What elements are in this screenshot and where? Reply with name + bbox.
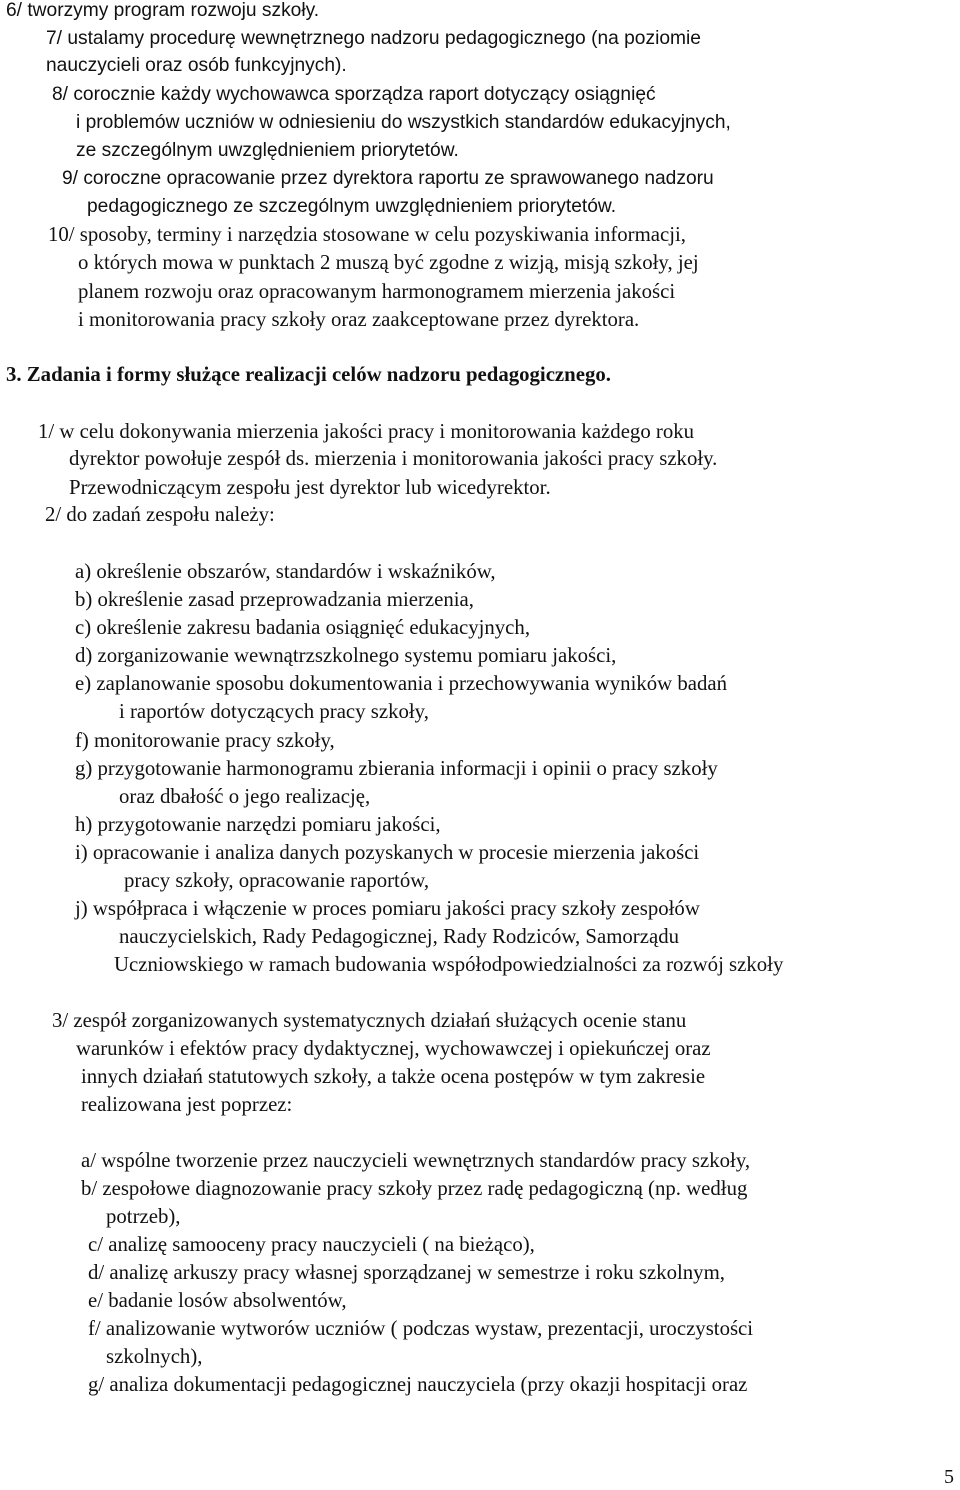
section-heading: 3. Zadania i formy służące realizacji celów nadzoru pedagogicznego. <box>6 363 611 386</box>
method-f-line-1: f/ analizowanie wytworów uczniów ( podczas wystaw, prezentacji, uroczystości <box>88 1317 754 1340</box>
item-8-line-3: ze szczególnym uwzględnieniem priorytetów. <box>76 140 459 161</box>
point-2: 2/ do zadań zespołu należy: <box>45 503 275 526</box>
item-8-line-1: 8/ corocznie każdy wychowawca sporządza raport dotyczący osiągnięć <box>52 84 656 105</box>
item-10-line-2: o których mowa w punktach 2 muszą być zgodne z wizją, misją szkoły, jej <box>78 251 699 274</box>
item-9-line-2: pedagogicznego ze szczególnym uwzględnieniem priorytetów. <box>87 196 617 217</box>
item-10-line-3: planem rozwoju oraz opracowanym harmonogramem mierzenia jakości <box>78 280 676 303</box>
method-d: d/ analizę arkuszy pracy własnej sporządzanej w semestrze i roku szkolnym, <box>88 1261 725 1284</box>
method-g: g/ analiza dokumentacji pedagogicznej nauczyciela (przy okazji hospitacji oraz <box>88 1373 748 1396</box>
task-e-line-1: e) zaplanowanie sposobu dokumentowania i przechowywania wyników badań <box>75 672 728 695</box>
point-3-line-2: warunków i efektów pracy dydaktycznej, wychowawczej i opiekuńczej oraz <box>76 1037 711 1060</box>
point-3-line-1: 3/ zespół zorganizowanych systematycznych działań służących ocenie stanu <box>52 1009 687 1032</box>
item-6: 6/ tworzymy program rozwoju szkoły. <box>6 0 320 21</box>
item-7-line-1: 7/ ustalamy procedurę wewnętrznego nadzoru pedagogicznego (na poziomie <box>46 28 701 49</box>
method-b-line-2: potrzeb), <box>106 1205 181 1228</box>
point-1-line-3: Przewodniczącym zespołu jest dyrektor lub wicedyrektor. <box>69 476 551 499</box>
task-j-line-2: nauczycielskich, Rady Pedagogicznej, Rady Rodziców, Samorządu <box>119 925 679 948</box>
task-j-line-3: Uczniowskiego w ramach budowania współodpowiedzialności za rozwój szkoły <box>114 953 784 976</box>
method-c: c/ analizę samooceny pracy nauczycieli ( na bieżąco), <box>88 1233 535 1256</box>
point-3-line-4: realizowana jest poprzez: <box>81 1093 293 1116</box>
task-i-line-1: i) opracowanie i analiza danych pozyskanych w procesie mierzenia jakości <box>75 841 700 864</box>
item-9-line-1: 9/ coroczne opracowanie przez dyrektora raportu ze sprawowanego nadzoru <box>62 168 714 189</box>
method-a: a/ wspólne tworzenie przez nauczycieli wewnętrznych standardów pracy szkoły, <box>81 1149 751 1172</box>
task-h: h) przygotowanie narzędzi pomiaru jakości, <box>75 813 441 836</box>
item-10-line-1: 10/ sposoby, terminy i narzędzia stosowane w celu pozyskiwania informacji, <box>48 223 686 246</box>
task-g-line-1: g) przygotowanie harmonogramu zbierania informacji i opinii o pracy szkoły <box>75 757 718 780</box>
item-7-line-2: nauczycieli oraz osób funkcyjnych). <box>46 55 347 76</box>
point-1-line-2: dyrektor powołuje zespół ds. mierzenia i monitorowania jakości pracy szkoły. <box>69 447 718 470</box>
point-3-line-3: innych działań statutowych szkoły, a także ocena postępów w tym zakresie <box>81 1065 706 1088</box>
method-b-line-1: b/ zespołowe diagnozowanie pracy szkoły przez radę pedagogiczną (np. według <box>81 1177 748 1200</box>
item-10-line-4: i monitorowania pracy szkoły oraz zaakceptowane przez dyrektora. <box>78 308 640 331</box>
item-8-line-2: i problemów uczniów w odniesieniu do wszystkich standardów edukacyjnych, <box>76 112 731 133</box>
task-i-line-2: pracy szkoły, opracowanie raportów, <box>124 869 430 892</box>
point-1-line-1: 1/ w celu dokonywania mierzenia jakości pracy i monitorowania każdego roku <box>38 420 695 443</box>
method-e: e/ badanie losów absolwentów, <box>88 1289 347 1312</box>
page-number: 5 <box>944 1466 954 1488</box>
task-d: d) zorganizowanie wewnątrzszkolnego systemu pomiaru jakości, <box>75 644 617 667</box>
method-f-line-2: szkolnych), <box>106 1345 203 1368</box>
task-c: c) określenie zakresu badania osiągnięć edukacyjnych, <box>75 616 531 639</box>
task-b: b) określenie zasad przeprowadzania mierzenia, <box>75 588 474 611</box>
task-g-line-2: oraz dbałość o jego realizację, <box>119 785 371 808</box>
task-f: f) monitorowanie pracy szkoły, <box>75 729 335 752</box>
task-a: a) określenie obszarów, standardów i wskaźników, <box>75 560 496 583</box>
task-j-line-1: j) współpraca i włączenie w proces pomiaru jakości pracy szkoły zespołów <box>75 897 700 920</box>
task-e-line-2: i raportów dotyczących pracy szkoły, <box>119 700 429 723</box>
